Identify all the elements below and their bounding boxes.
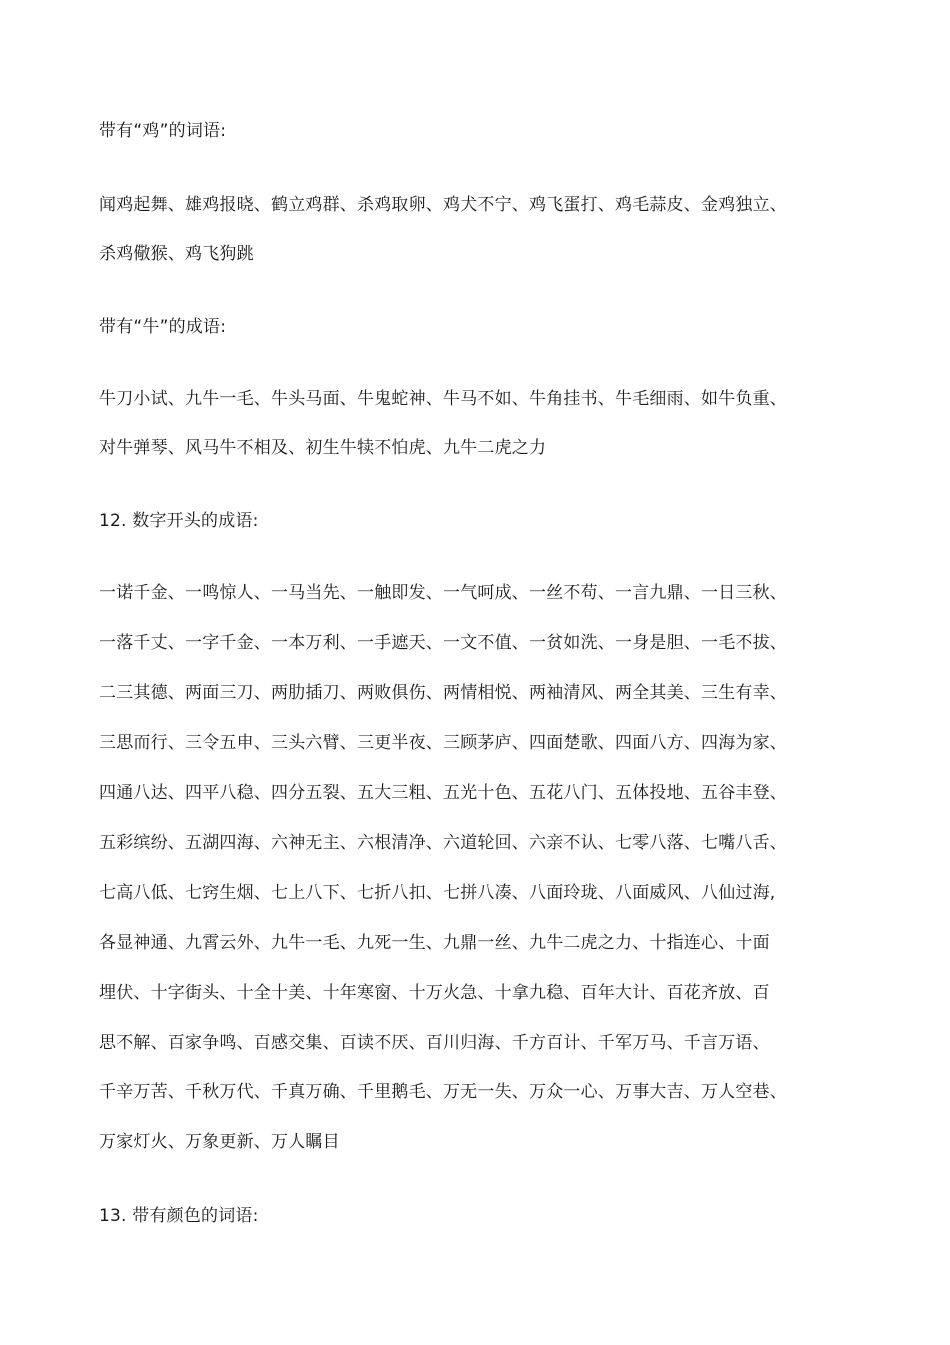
ox-idioms-line: 牛刀小试、九牛一毛、牛头马面、牛鬼蛇神、牛马不如、牛角挂书、牛毛细雨、如牛负重、 [99, 389, 787, 409]
number-idioms-line: 四通八达、四平八稳、四分五裂、五大三粗、五光十色、五花八门、五体投地、五谷丰登、 [99, 783, 787, 803]
number-idioms-line: 二三其德、两面三刀、两肋插刀、两败俱伤、两情相悦、两袖清风、两全其美、三生有幸、 [99, 683, 787, 703]
number-idioms-line: 埋伏、十字街头、十全十美、十年寒窗、十万火急、十拿九稳、百年大计、百花齐放、百 [99, 983, 770, 1003]
chicken-idioms-line: 闻鸡起舞、雄鸡报晓、鹤立鸡群、杀鸡取卵、鸡犬不宁、鸡飞蛋打、鸡毛蒜皮、金鸡独立、 [99, 195, 787, 215]
ox-idioms-line: 对牛弹琴、风马牛不相及、初生牛犊不怕虎、九牛二虎之力 [99, 438, 547, 458]
number-idioms-line: 万家灯火、万象更新、万人瞩目 [99, 1132, 340, 1152]
number-idioms-line: 千辛万苦、千秋万代、千真万确、千里鹅毛、万无一失、万众一心、万事大吉、万人空巷、 [99, 1082, 787, 1102]
number-idioms-line: 各显神通、九霄云外、九牛一毛、九死一生、九鼎一丝、九牛二虎之力、十指连心、十面 [99, 933, 770, 953]
ox-heading: 带有“牛”的成语: [99, 317, 227, 337]
number-idioms-line: 三思而行、三令五申、三头六臂、三更半夜、三顾茅庐、四面楚歌、四面八方、四海为家、 [99, 733, 787, 753]
number-idioms-line: 七高八低、七窍生烟、七上八下、七折八扣、七拼八凑、八面玲珑、八面威风、八仙过海, [99, 883, 776, 903]
color-words-heading: 13. 带有颜色的词语: [99, 1206, 259, 1226]
number-idioms-line: 一诺千金、一鸣惊人、一马当先、一触即发、一气呵成、一丝不苟、一言九鼎、一日三秋、 [99, 583, 787, 603]
chicken-heading: 带有“鸡”的词语: [99, 121, 227, 141]
chicken-idioms-line: 杀鸡儆猴、鸡飞狗跳 [99, 244, 254, 264]
number-idioms-line: 一落千丈、一字千金、一本万利、一手遮天、一文不值、一贫如洗、一身是胆、一毛不拔、 [99, 633, 787, 653]
number-idioms-line: 思不解、百家争鸣、百感交集、百读不厌、百川归海、千方百计、千军万马、千言万语、 [99, 1033, 770, 1053]
number-idioms-heading: 12. 数字开头的成语: [99, 511, 259, 531]
number-idioms-line: 五彩缤纷、五湖四海、六神无主、六根清净、六道轮回、六亲不认、七零八落、七嘴八舌、 [99, 833, 787, 853]
